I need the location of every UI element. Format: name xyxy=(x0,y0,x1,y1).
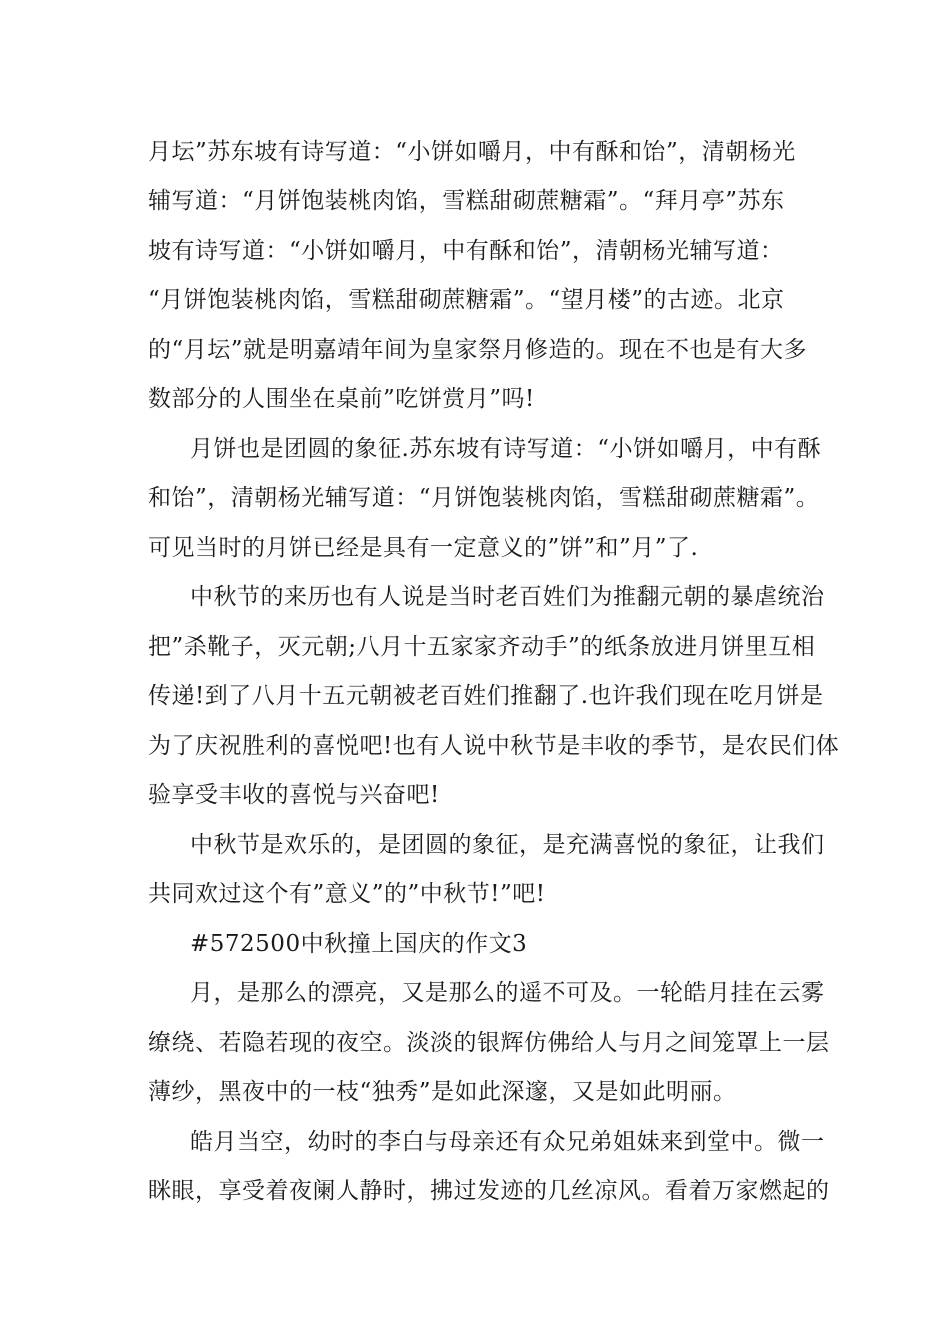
text-line: 薄纱，黑夜中的一枝“独秀”是如此深邃，又是如此明丽。 xyxy=(148,1079,737,1105)
text-line: 验享受丰收的喜悦与兴奋吧! xyxy=(148,782,440,808)
text-line: 可见当时的月饼已经是具有一定意义的”饼”和”月”了. xyxy=(148,535,699,561)
paragraph-start-line: 皓月当空，幼时的李白与母亲还有众兄弟姐妹来到堂中。微一 xyxy=(190,1129,825,1155)
text-line: 缭绕、若隐若现的夜空。淡淡的银辉仿佛给人与月之间笼罩上一层 xyxy=(148,1030,830,1056)
text-line: 和饴”，清朝杨光辅写道：“月饼饱装桃肉馅，雪糕甜砌蔗糖霜”。 xyxy=(148,485,820,511)
text-line: 为了庆祝胜利的喜悦吧!也有人说中秋节是丰收的季节，是农民们体 xyxy=(148,733,840,759)
text-line: 眯眼，享受着夜阑人静时，拂过发迹的几丝凉风。看着万家燃起的 xyxy=(148,1178,830,1204)
text-line: 把”杀靴子，灭元朝;八月十五家家齐动手”的纸条放进月饼里互相 xyxy=(148,634,816,660)
text-line: “月饼饱装桃肉馅，雪糕甜砌蔗糖霜”。“望月楼”的古迹。北京 xyxy=(148,287,785,313)
text-line: 坡有诗写道：“小饼如嚼月，中有酥和饴”，清朝杨光辅写道： xyxy=(148,238,784,264)
paragraph-start-line: 月，是那么的漂亮，又是那么的遥不可及。一轮皓月挂在云雾 xyxy=(190,980,825,1006)
text-line: 的“月坛”就是明嘉靖年间为皇家祭月修造的。现在不也是有大多 xyxy=(148,337,808,363)
paragraph-start-line: 中秋节的来历也有人说是当时老百姓们为推翻元朝的暴虐统治 xyxy=(190,584,825,610)
text-line: 辅写道：“月饼饱装桃肉馅，雪糕甜砌蔗糖霜”。“拜月亭”苏东 xyxy=(148,188,785,214)
text-line: 数部分的人围坐在桌前”吃饼赏月”吗! xyxy=(148,386,535,412)
paragraph-start-line: 月饼也是团圆的象征.苏东坡有诗写道：“小饼如嚼月，中有酥 xyxy=(190,436,822,462)
text-line: 共同欢过这个有”意义”的”中秋节!”吧! xyxy=(148,881,546,907)
text-line: 传递!到了八月十五元朝被老百姓们推翻了.也许我们现在吃月饼是 xyxy=(148,683,824,709)
section-heading: #572500中秋撞上国庆的作文3 xyxy=(190,931,528,957)
paragraph-start-line: 中秋节是欢乐的，是团圆的象征，是充满喜悦的象征，让我们 xyxy=(190,832,825,858)
text-line: 月坛”苏东坡有诗写道：“小饼如嚼月，中有酥和饴”，清朝杨光 xyxy=(148,139,796,165)
